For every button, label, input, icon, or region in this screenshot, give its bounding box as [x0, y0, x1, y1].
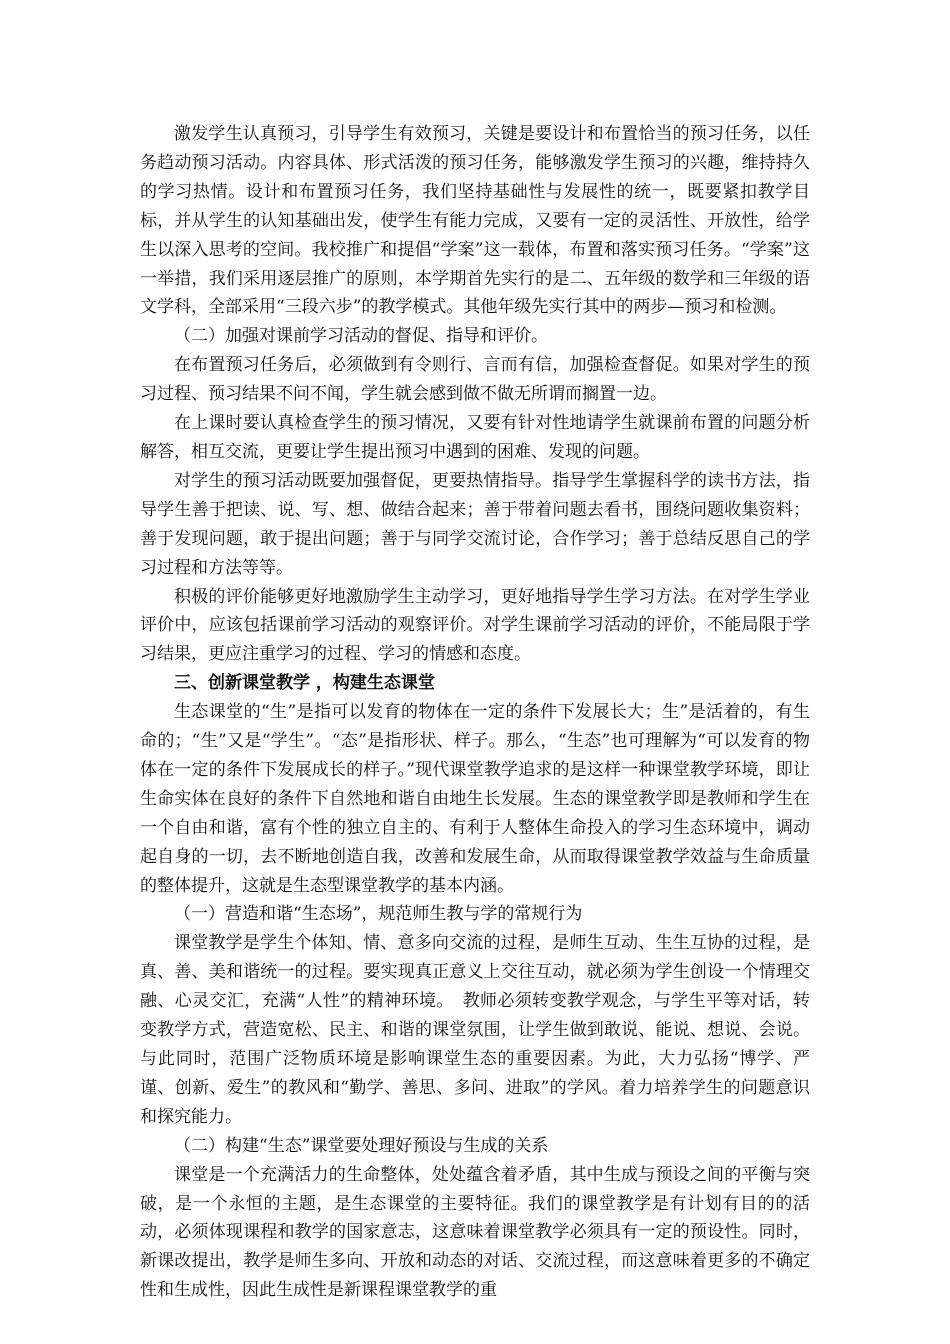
paragraph-check-supervise: 在布置预习任务后，必须做到有令则行、言而有信，加强检查督促。如果对学生的预习过程、预习结果不问不闻，学生就会感到做不做无所谓而搁置一边。 — [140, 355, 810, 405]
subheading-preset-generation: （二）构建“生态”课堂要处理好预设与生成的关系 — [174, 1135, 549, 1156]
paragraph-positive-evaluation: 积极的评价能够更好地激励学生主动学习，更好地指导学生学习方法。在对学生学业评价中，应该包括课前学习活动的观察评价。对学生课前学习活动的评价，不能局限于学习结果，更应注重学习的过程、学习的情感和态度。 — [140, 586, 810, 665]
paragraph-classroom-interaction: 课堂教学是学生个体知、情、意多向交流的过程，是师生互动、生生互协的过程，是真、善、美和谐统一的过程。要实现真正意义上交往互动，就必须为学生创设一个情理交融、心灵交汇，充满“人性”的精神环境。 教师必须转变教学观念，与学生平等对话，转变教学方式，营造宽松、民主、和谐的课堂氛围，让学生做到敢说、能说、想说、会说。与此同时，范围广泛物质环境是影响课堂生态的重要因素。为此，大力弘扬“博学、严谨、创新、爱生”的教风和“勤学、善思、多问、进取”的学风。着力培养学生的问题意识和探究能力。 — [140, 933, 810, 1127]
paragraph-check-in-class: 在上课时要认真检查学生的预习情况，又要有针对性地请学生就课前布置的问题分析解答，相互交流，更要让学生提出预习中遇到的困难、发现的问题。 — [140, 413, 810, 462]
paragraph-ecology-definition: 生态课堂的“生”是指可以发育的物体在一定的条件下发展长大；生”是活着的，有生命的；“生”又是“学生”。“态”是指形状、样子。那么，“生态”也可理解为“可以发育的物体在一定的条件下发展成长的样子。”现代课堂教学追求的是这样一种课堂教学环境，即让生命实体在良好的条件下自然地和谐自由地生长发展。生态的课堂教学即是教师和学生在一个自由和谐，富有个性的独立自主的、有利于人整体生命投入的学习生态环境中，调动起自身的一切，去不断地创造自我，改善和发展生命，从而取得课堂教学效益与生命质量的整体提升，这就是生态型课堂教学的基本内涵。 — [140, 702, 810, 896]
section-heading-ecological-classroom: 三、创新课堂教学 ，构建生态课堂 — [174, 673, 435, 694]
paragraph-preset-generation: 课堂是一个充满活力的生命整体，处处蕴含着矛盾，其中生成与预设之间的平衡与突破，是一个永恒的主题，是生态课堂的主要特征。我们的课堂教学是有计划有目的的活动，必须体现课程和教学的国家意志，这意味着课堂教学必须具有一定的预设性。同时，新课改提出，教学是师生多向、开放和动态的对话、交流过程，而这意味着更多的不确定性和生成性，因此生成性是新课程课堂教学的重 — [140, 1164, 810, 1301]
paragraph-preview-task-design: 激发学生认真预习，引导学生有效预习，关键是要设计和布置恰当的预习任务，以任务趋动预习活动。内容具体、形式活泼的预习任务，能够激发学生预习的兴趣，维持持久的学习热情。设计和布置预习任务，我们坚持基础性与发展性的统一，既要紧扣教学目标，并从学生的认知基础出发，使学生有能力完成，又要有一定的灵活性、开放性，给学生以深入思考的空间。我校推广和提倡“学案”这一载体，布置和落实预习任务。“学案”这一举措，我们采用逐层推广的原则，本学期首先实行的是二、五年级的数学和三年级的语文学科，全部采用“三段六步”的教学模式。其他年级先实行其中的两步—预习和检测。 — [140, 124, 810, 318]
paragraph-guide-methods: 对学生的预习活动既要加强督促，更要热情指导。指导学生掌握科学的读书方法，指导学生善于把读、说、写、想、做结合起来；善于带着问题去看书，围绕问题收集资料；善于发现问题，敢于提出问题；善于与同学交流讨论，合作学习；善于总结反思自己的学习过程和方法等等。 — [140, 470, 810, 578]
subheading-supervise-guide-evaluate: （二）加强对课前学习活动的督促、指导和评价。 — [174, 326, 548, 347]
subheading-harmonious-field: （一）营造和谐“生态场”，规范师生教与学的常规行为 — [174, 904, 583, 925]
document-page — [140, 120, 810, 1305]
